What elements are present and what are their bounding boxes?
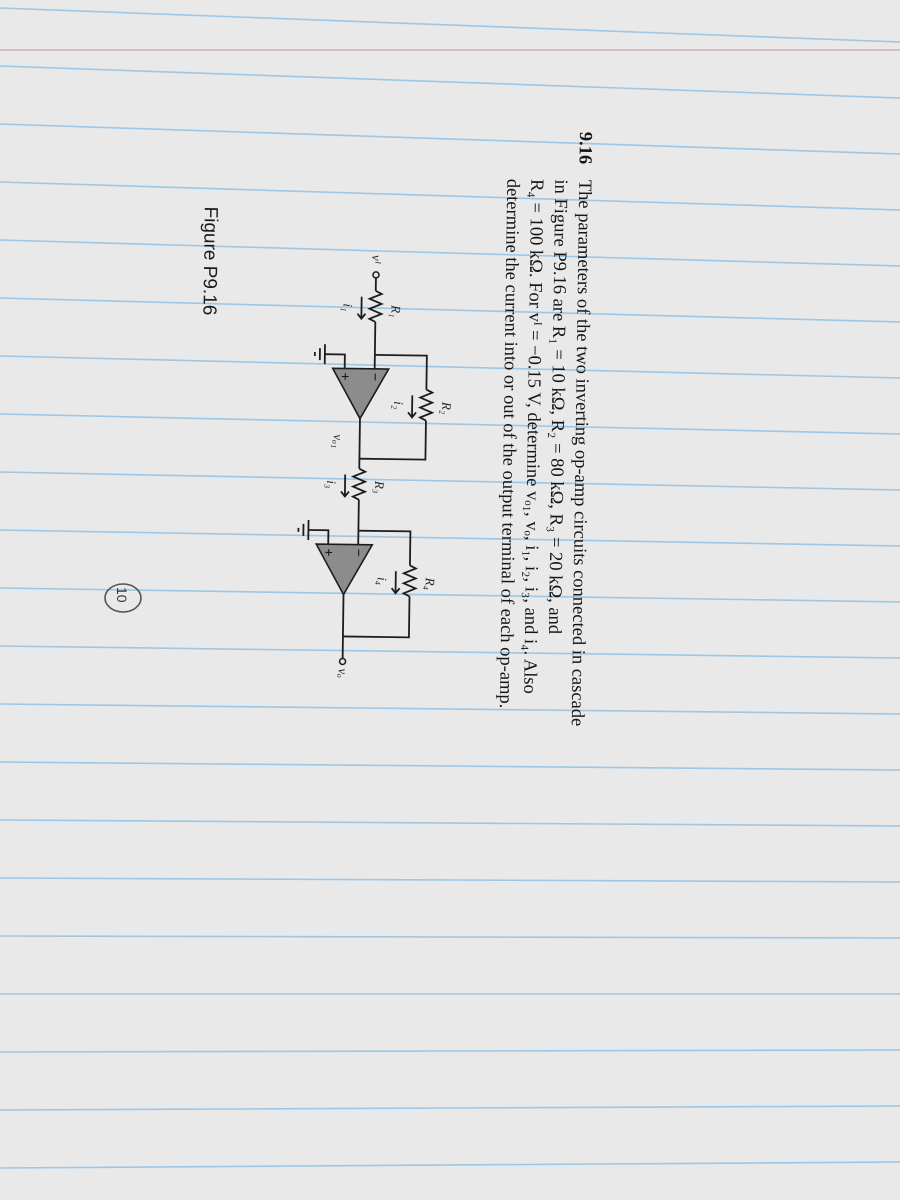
problem-line-3: R₄ = 100 kΩ. For vᴵ = −0.15 V, determine vₒ₁, vₒ, i₁, i₂, i₃, and i₄. Also bbox=[519, 178, 547, 694]
label-i4: i₄ bbox=[374, 576, 390, 586]
handwritten-note: 10 bbox=[114, 587, 130, 603]
label-i2: i₂ bbox=[391, 401, 407, 410]
wire-opamp1-out bbox=[359, 419, 360, 469]
label-vI: vᴵ bbox=[369, 254, 385, 265]
label-R4: R₄ bbox=[422, 577, 438, 591]
label-R3: R₃ bbox=[371, 480, 388, 494]
problem-line-4: determine the current into or out of the output terminal of each op-amp. bbox=[494, 178, 523, 709]
opamp2-plus-sign: + bbox=[321, 548, 338, 557]
label-R2: R₂ bbox=[439, 401, 455, 415]
label-i1: i₁ bbox=[340, 303, 356, 312]
label-vO: vₒ bbox=[335, 668, 351, 679]
label-R1: R₁ bbox=[388, 305, 404, 318]
label-vO1: vₒ₁ bbox=[330, 434, 346, 449]
problem-number: 9.16 bbox=[574, 131, 596, 165]
label-i3: i₃ bbox=[323, 480, 340, 489]
wire-opamp2-out bbox=[343, 594, 344, 658]
figure-caption: Figure P9.16 bbox=[198, 206, 221, 316]
input-terminal bbox=[373, 272, 379, 278]
problem-line-1: The parameters of the two inverting op-amp circuits connected in cascade bbox=[566, 179, 595, 727]
problem-line-2: in Figure P9.16 are R₁ = 10 kΩ, R₂ = 80 kΩ, R₃ = 20 kΩ, and bbox=[543, 179, 571, 635]
output-terminal bbox=[340, 658, 346, 664]
opamp2-minus-sign: − bbox=[351, 548, 368, 557]
opamp1-plus-sign: + bbox=[337, 372, 354, 381]
opamp1-minus-sign: − bbox=[367, 372, 384, 382]
